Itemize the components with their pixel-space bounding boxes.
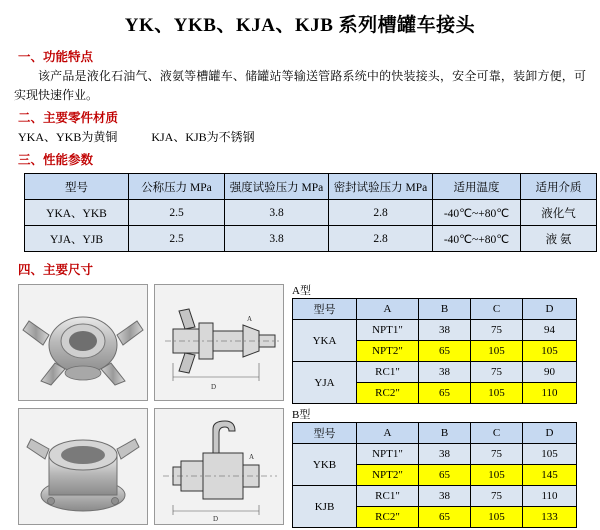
dim-b-model: KJB xyxy=(293,486,357,528)
dim-a-model: YKA xyxy=(293,320,357,362)
section-heading-features: 一、功能特点 xyxy=(18,50,94,64)
dim-b-cell: NPT2" xyxy=(357,465,419,486)
dim-b-cell: NPT1" xyxy=(357,444,419,465)
dim-a-model: YJA xyxy=(293,362,357,404)
dim-b-cell: 105 xyxy=(471,465,523,486)
spec-cell: 2.8 xyxy=(329,200,433,226)
spec-header-cell: 适用介质 xyxy=(521,174,597,200)
dim-b-header-cell: D xyxy=(523,423,577,444)
dim-b-cell: 38 xyxy=(419,486,471,507)
spec-cell: -40℃~+80℃ xyxy=(433,226,521,252)
dim-a-header-cell: 型号 xyxy=(293,299,357,320)
dimension-table-a xyxy=(292,298,577,404)
dim-table-a-label: A型 xyxy=(292,285,311,298)
performance-table xyxy=(24,173,597,252)
dim-a-cell: 105 xyxy=(471,383,523,404)
coupling-drawing-b-graphic xyxy=(155,409,283,524)
spec-header-cell: 型号 xyxy=(25,174,129,200)
material-right: KJA、KJB为不锈钢 xyxy=(151,130,255,145)
spec-cell: YJA、YJB xyxy=(25,226,129,252)
dim-b-cell: 75 xyxy=(471,444,523,465)
svg-text:D: D xyxy=(213,515,219,524)
spec-cell: 液化气 xyxy=(521,200,597,226)
table-row xyxy=(293,444,577,465)
section-heading-materials: 二、主要零件材质 xyxy=(18,111,119,126)
spec-cell: 2.5 xyxy=(129,200,225,226)
svg-text:D: D xyxy=(211,383,217,392)
dim-a-cell: RC1" xyxy=(357,362,419,383)
photo-coupling-a xyxy=(18,284,148,401)
dim-b-cell: 65 xyxy=(419,507,471,528)
spec-cell: 3.8 xyxy=(225,200,329,226)
dim-b-cell: 145 xyxy=(523,465,577,486)
spec-cell: 2.5 xyxy=(129,226,225,252)
dim-a-header-cell: C xyxy=(471,299,523,320)
page-title: YK、YKB、KJA、KJB 系列槽罐车接头 xyxy=(124,15,476,36)
table-row xyxy=(293,320,577,341)
dim-a-cell: 110 xyxy=(523,383,577,404)
dim-a-cell: 94 xyxy=(523,320,577,341)
dim-a-cell: 65 xyxy=(419,383,471,404)
dim-b-header-cell: 型号 xyxy=(293,423,357,444)
dim-b-cell: 133 xyxy=(523,507,577,528)
dim-a-cell: 38 xyxy=(419,320,471,341)
dim-a-header-cell: D xyxy=(523,299,577,320)
dim-table-b-label: B型 xyxy=(292,409,311,422)
dim-b-cell: 65 xyxy=(419,465,471,486)
spec-header-cell: 密封试验压力 MPa xyxy=(329,174,433,200)
spec-header-cell: 适用温度 xyxy=(433,174,521,200)
table-header-row xyxy=(293,423,577,444)
features-body: 该产品是液化石油气、液氨等槽罐车、储罐站等输送管路系统中的快装接头，安全可靠，装卸方便，可实现快速作业。 xyxy=(14,69,586,102)
spec-cell: 3.8 xyxy=(225,226,329,252)
table-row xyxy=(25,200,597,226)
table-header-row xyxy=(293,299,577,320)
spec-header-cell: 公称压力 MPa xyxy=(129,174,225,200)
section-heading-performance: 三、性能参数 xyxy=(18,153,94,168)
dim-b-cell: 105 xyxy=(471,507,523,528)
spec-cell: -40℃~+80℃ xyxy=(433,200,521,226)
dim-a-cell: 105 xyxy=(523,341,577,362)
dim-b-cell: 110 xyxy=(523,486,577,507)
dim-b-cell: 38 xyxy=(419,444,471,465)
materials-body xyxy=(18,128,586,146)
dim-b-header-cell: A xyxy=(357,423,419,444)
table-row xyxy=(293,486,577,507)
dim-b-header-cell: B xyxy=(419,423,471,444)
dimension-table-b xyxy=(292,422,577,528)
spec-header-cell: 强度试验压力 MPa xyxy=(225,174,329,200)
photo-coupling-b xyxy=(18,408,148,525)
dim-a-cell: RC2" xyxy=(357,383,419,404)
dim-b-cell: 75 xyxy=(471,486,523,507)
spec-cell: YKA、YKB xyxy=(25,200,129,226)
spec-cell: 液 氨 xyxy=(521,226,597,252)
drawing-coupling-b xyxy=(154,408,284,525)
dim-b-cell: 105 xyxy=(523,444,577,465)
coupling-photo-b-graphic xyxy=(19,409,147,524)
dim-a-header-cell: B xyxy=(419,299,471,320)
drawing-coupling-a xyxy=(154,284,284,401)
dim-a-cell: 105 xyxy=(471,341,523,362)
table-row xyxy=(25,226,597,252)
dim-a-cell: 38 xyxy=(419,362,471,383)
spec-cell: 2.8 xyxy=(329,226,433,252)
coupling-photo-a-graphic xyxy=(19,285,147,400)
dim-a-cell: 75 xyxy=(471,362,523,383)
material-left: YKA、YKB为黄铜 xyxy=(18,130,118,145)
dim-a-cell: 90 xyxy=(523,362,577,383)
coupling-drawing-a-graphic xyxy=(155,285,283,400)
table-header-row xyxy=(25,174,597,200)
table-row xyxy=(293,362,577,383)
section-heading-dimensions: 四、主要尺寸 xyxy=(18,263,94,278)
dimensions-area xyxy=(0,284,600,530)
dim-a-header-cell: A xyxy=(357,299,419,320)
dim-a-cell: 75 xyxy=(471,320,523,341)
dim-b-cell: RC1" xyxy=(357,486,419,507)
svg-text:A: A xyxy=(247,315,253,324)
dim-b-cell: RC2" xyxy=(357,507,419,528)
dim-a-cell: NPT1" xyxy=(357,320,419,341)
dim-b-model: YKB xyxy=(293,444,357,486)
dim-b-header-cell: C xyxy=(471,423,523,444)
svg-text:A: A xyxy=(249,453,255,462)
dim-a-cell: 65 xyxy=(419,341,471,362)
dim-a-cell: NPT2" xyxy=(357,341,419,362)
